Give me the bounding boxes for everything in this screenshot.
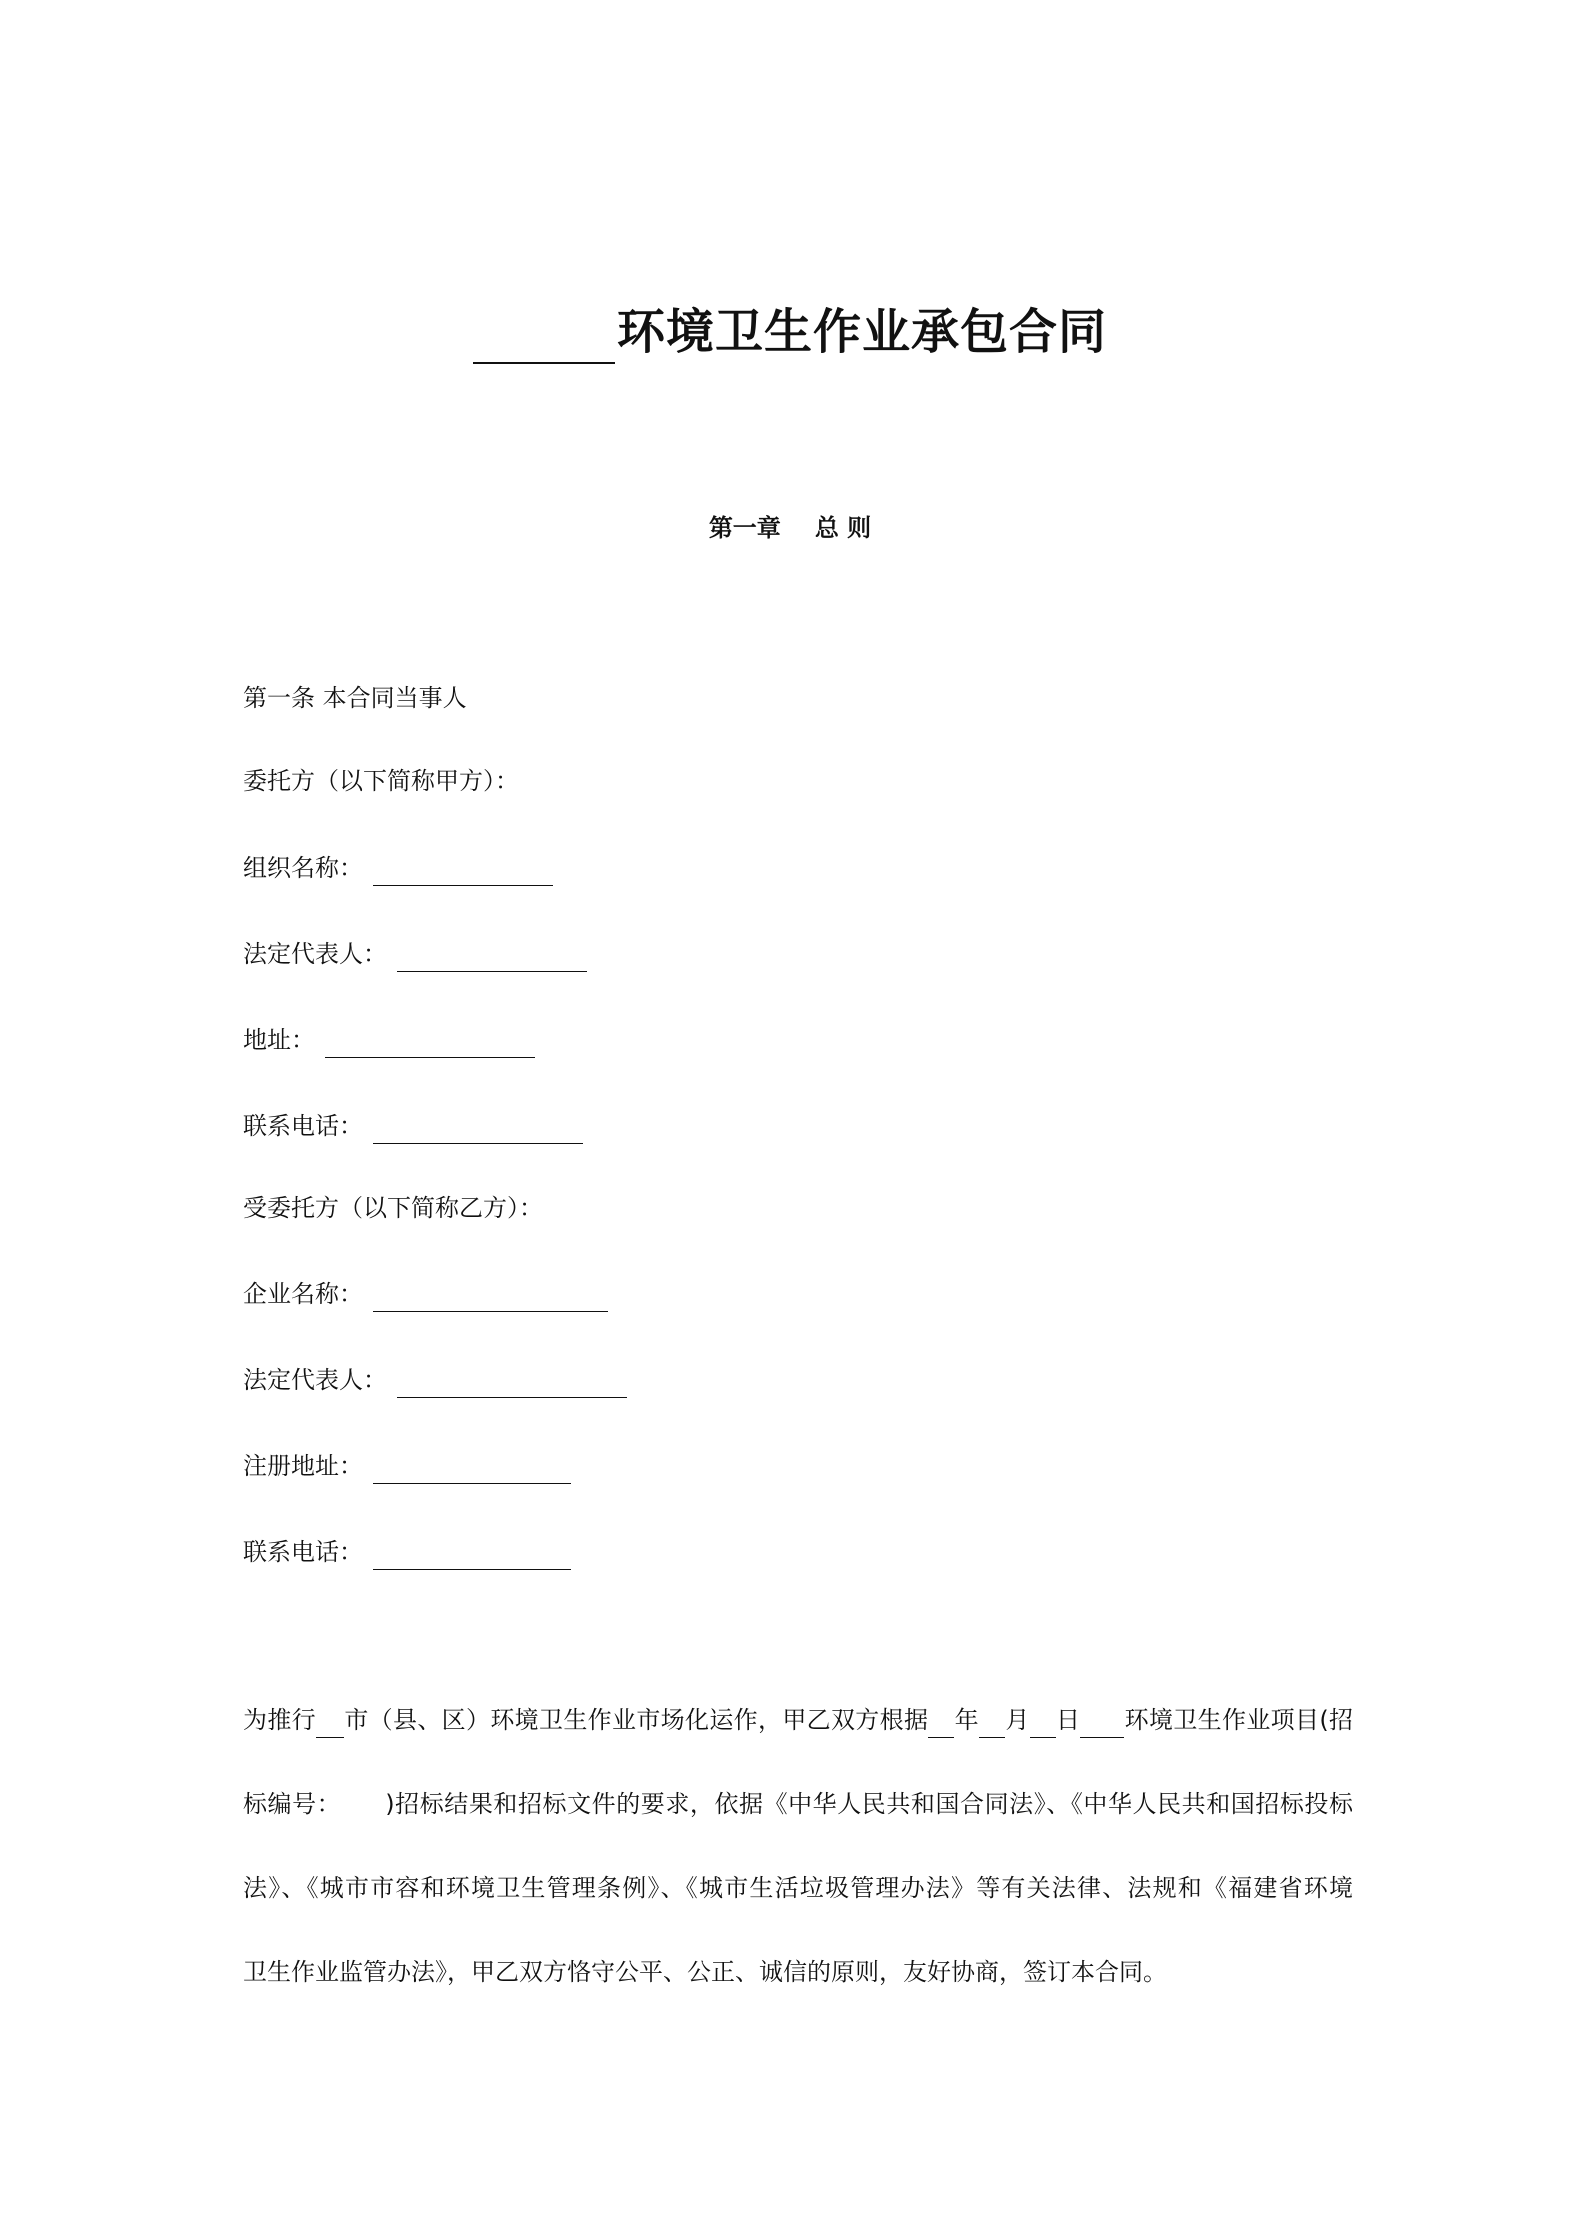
preamble-line-3: 法》、《城市市容和环境卫生管理条例》、《城市生活垃圾管理办法》等有关法律、法规和《福建省环境 [243,1874,1353,1902]
blank-line [316,1707,344,1738]
field-label: 地址： [243,1026,315,1054]
title-blank-line [473,312,615,364]
blank-line [373,1539,571,1570]
party-b-legal-rep [243,1362,627,1398]
field-label: 注册地址： [243,1452,363,1480]
party-b-heading: 受委托方（以下简称乙方）： [243,1194,543,1222]
blank-line [1080,1707,1124,1738]
chapter-heading [0,510,1580,546]
blank-line [1030,1707,1056,1738]
party-a-phone [243,1108,583,1144]
title-text: 环境卫生作业承包合同 [616,304,1107,360]
field-label: 组织名称： [243,854,363,882]
field-label: 企业名称： [243,1280,363,1308]
preamble-line-4: 卫生作业监管办法》，甲乙双方恪守公平、公正、诚信的原则，友好协商，签订本合同。 [243,1958,1167,1986]
field-label: 法定代表人： [243,1366,387,1394]
chapter-label: 第一章 [708,514,781,542]
blank-line [928,1707,954,1738]
party-b-phone [243,1534,571,1570]
party-a-org-name [243,850,553,886]
blank-line [397,941,587,972]
field-label: 联系电话： [243,1112,363,1140]
preamble-line-2: 标编号： )招标结果和招标文件的要求，依据《中华人民共和国合同法》、《中华人民共和国招标投标 [243,1790,1353,1818]
blank-line [979,1707,1005,1738]
party-a-address [243,1022,535,1058]
chapter-name: 总 则 [814,514,872,542]
field-label: 法定代表人： [243,940,387,968]
blank-line [397,1367,627,1398]
party-b-company-name [243,1276,608,1312]
blank-line [373,855,553,886]
article-title: 第一条 本合同当事人 [243,684,467,712]
blank-line [373,1453,571,1484]
party-b-reg-address [243,1448,571,1484]
field-label: 联系电话： [243,1538,363,1566]
blank-line [325,1027,535,1058]
contract-title [0,300,1580,364]
blank-line [373,1281,608,1312]
preamble-line-1: 为推行 市（县、区）环境卫生作业市场化运作，甲乙双方根据 年 月 日 环境卫生作业项目(招 [243,1702,1353,1738]
party-a-legal-rep [243,936,587,972]
party-a-heading: 委托方（以下简称甲方）： [243,767,519,795]
blank-line [373,1113,583,1144]
